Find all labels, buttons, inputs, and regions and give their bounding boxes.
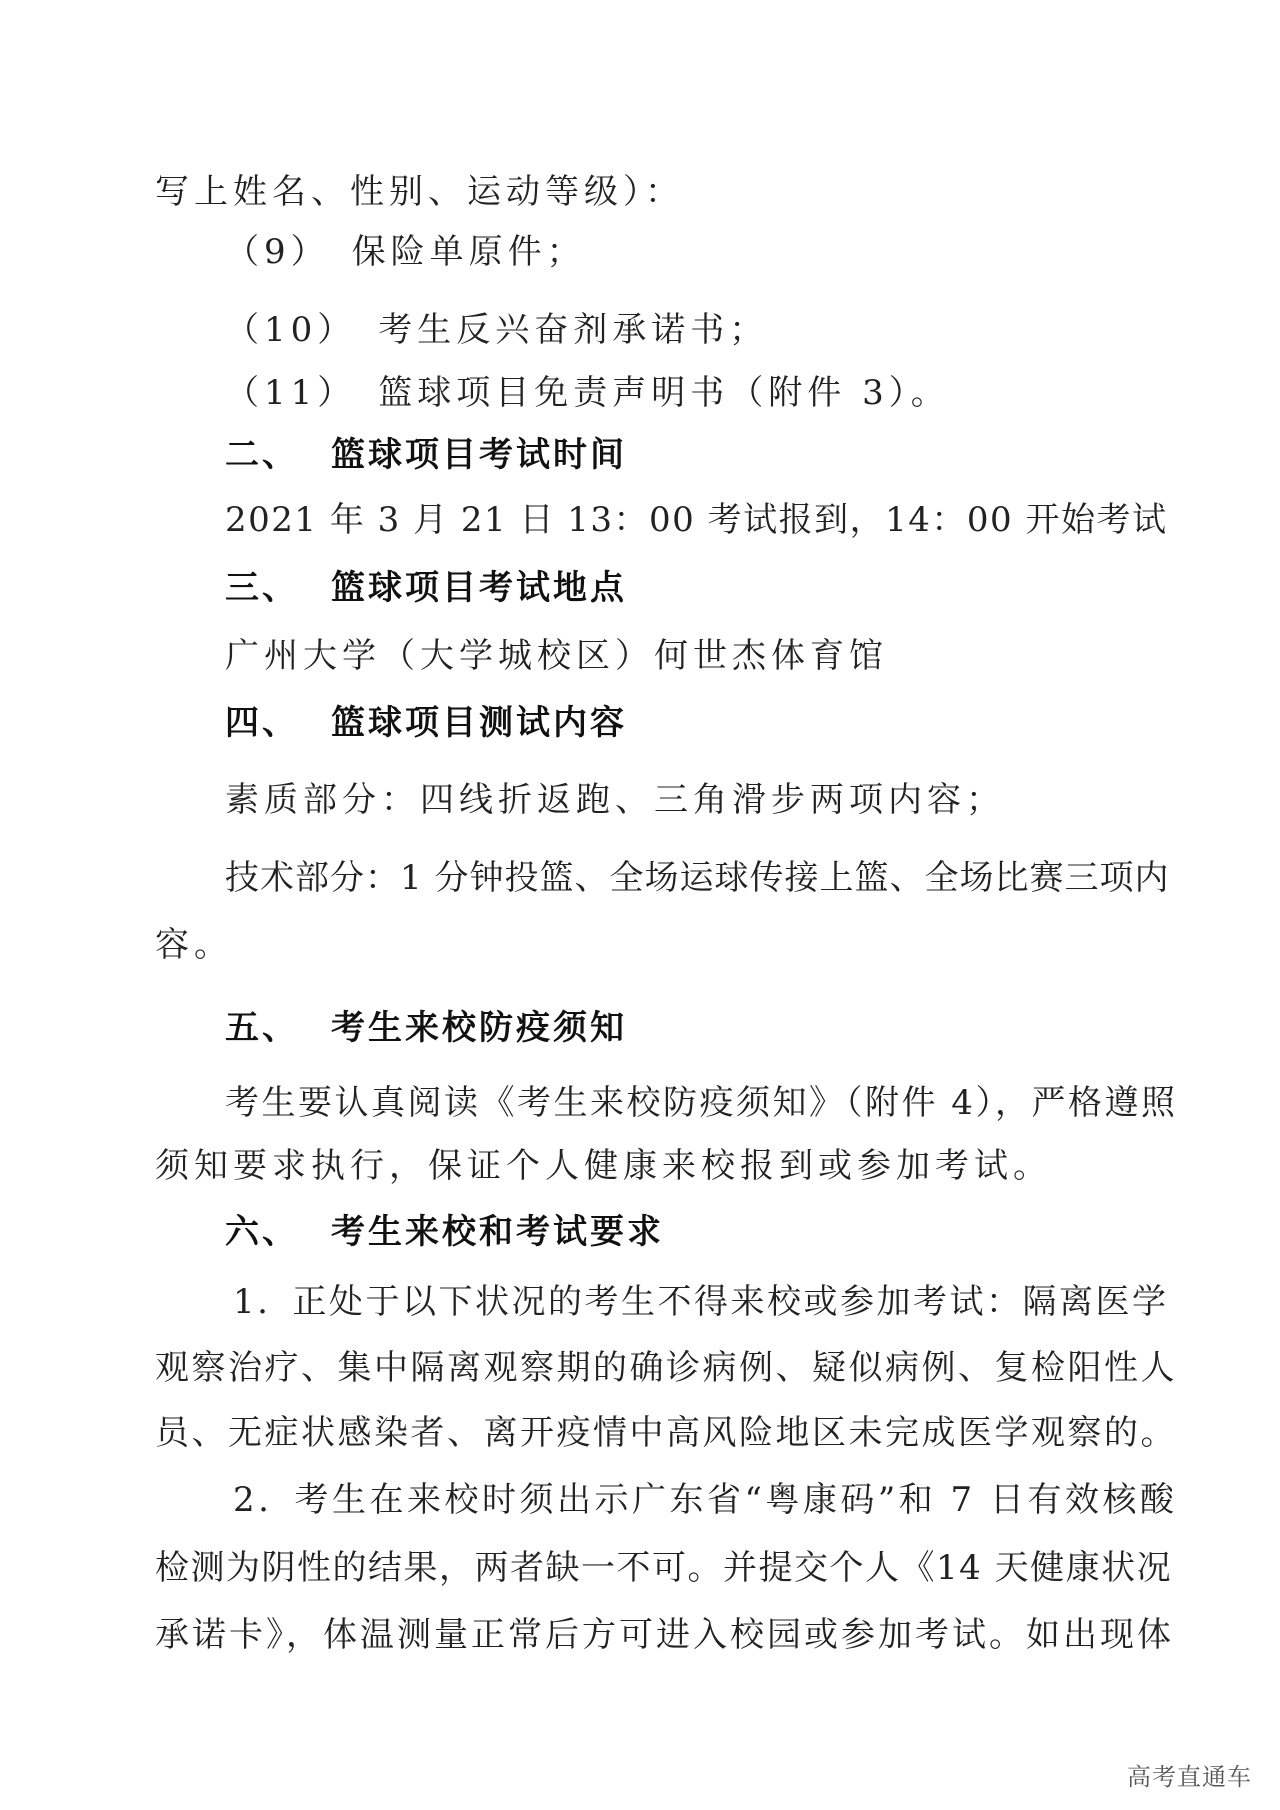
section-number: 六、 [225,1212,299,1252]
list-number: （11） [225,373,357,413]
section-number: 五、 [225,1008,299,1048]
list-number: 1. [233,1282,271,1322]
section-title: 篮球项目测试内容 [331,703,627,743]
paragraph-line [155,1413,1177,1453]
section-title: 篮球项目考试时间 [331,435,627,475]
section-title: 考生来校防疫须知 [331,1008,627,1048]
section-heading [225,1212,664,1252]
paragraph-line [155,925,233,965]
list-item [233,1282,1168,1322]
list-item [225,373,950,413]
watermark: 高考直通车 [1127,1763,1252,1791]
text-segment: 检测为阴性的结果，两者缺一不可。并提交个人《14 天健康状况 [155,1548,1173,1588]
section-heading [225,703,627,743]
text-segment: 写上姓名、性别、运动等级）： [155,172,684,212]
list-number: （10） [225,310,357,350]
section-title: 考生来校和考试要求 [331,1212,664,1252]
text-segment: 素质部分：四线折返跑、三角滑步两项内容； [225,780,1005,820]
text-segment: 员、无症状感染者、离开疫情中高风险地区未完成医学观察的。 [155,1413,1177,1453]
section-number: 二、 [225,435,299,475]
paragraph-line [225,1083,1177,1123]
list-text: 考生反兴奋剂承诺书； [378,310,769,350]
list-number: 2. [233,1480,273,1520]
list-text: 保险单原件； [351,232,586,272]
paragraph-line [225,858,1169,898]
text-segment: 须知要求执行，保证个人健康来校报到或参加考试。 [155,1146,1052,1186]
text-segment: 2021 年 3 月 21 日 13：00 考试报到，14：00 开始考试 [225,500,1168,540]
paragraph-line [155,172,684,212]
section-number: 三、 [225,568,299,608]
list-item [225,310,768,350]
section-heading [225,568,627,608]
paragraph-line [155,1348,1177,1388]
list-text: 考生在来校时须出示广东省“粤康码”和 7 日有效核酸 [294,1480,1178,1520]
paragraph-line [225,500,1167,540]
paragraph-line [225,780,1005,820]
list-text: 篮球项目免责声明书（附件 3）。 [378,373,950,413]
text-segment: 观察治疗、集中隔离观察期的确诊病例、疑似病例、复检阳性人 [155,1348,1177,1388]
section-heading [225,1008,627,1048]
text-segment: 广州大学（大学城校区）何世杰体育馆 [225,636,888,676]
section-heading [225,435,627,475]
text-segment: 技术部分：1 分钟投篮、全场运球传接上篮、全场比赛三项内 [225,858,1170,898]
paragraph-line [225,636,888,676]
list-item [233,1480,1177,1520]
list-number: （9） [225,232,330,272]
paragraph-line [155,1615,1174,1655]
section-title: 篮球项目考试地点 [331,568,627,608]
paragraph-line [155,1548,1172,1588]
paragraph-line [155,1146,1052,1186]
text-segment: 容。 [155,925,233,965]
text-segment: 考生要认真阅读《考生来校防疫须知》（附件 4），严格遵照 [225,1083,1178,1123]
list-text: 正处于以下状况的考生不得来校或参加考试：隔离医学 [292,1282,1169,1322]
list-item [225,232,586,272]
section-number: 四、 [225,703,299,743]
text-segment: 承诺卡》，体温测量正常后方可进入校园或参加考试。如出现体 [155,1615,1174,1655]
